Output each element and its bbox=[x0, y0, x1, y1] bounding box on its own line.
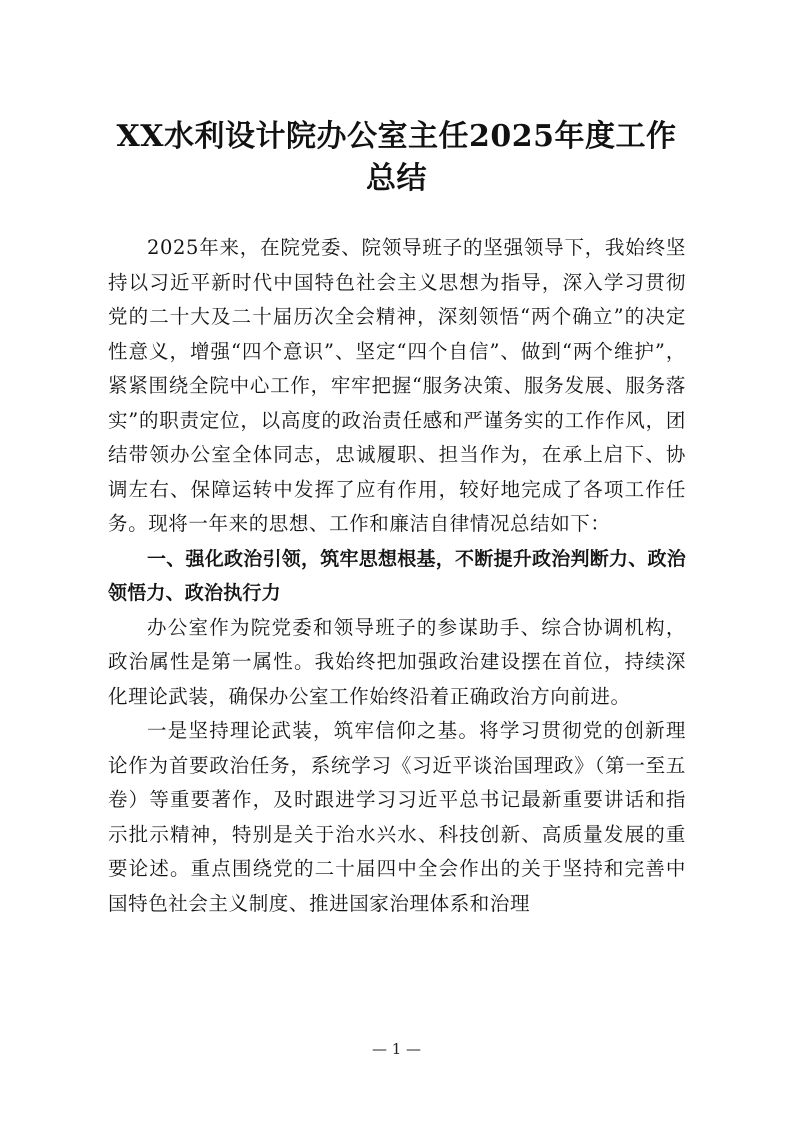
document-title-line-2: 总结 bbox=[366, 161, 427, 196]
section-heading-1: 一、强化政治引领，筑牢思想根基，不断提升政治判断力、政治领悟力、政治执行力 bbox=[108, 547, 686, 604]
intro-paragraph: 2025年来，在院党委、院领导班子的坚强领导下，我始终坚持以习近平新时代中国特色社会主义思想为指导，深入学习贯彻党的二十大及二十届历次全会精神，深刻领悟“两个确立”的决定性意义，增强“四个意识”、坚定“四个自信”、做到“两个维护”，紧紧围绕全院中心工作，牢牢把握“服务决策、服务发展、服务落实”的职责定位，以高度的政治责任感和严谨务实的工作作风，团结带领办公室全体同志，忠诚履职、担当作为，在承上启下、协调左右、保障运转中发挥了应有作用，较好地完成了各项工作任务。现将一年来的思想、工作和廉洁自律情况总结如下： bbox=[108, 236, 686, 535]
document-title-line-1: XX水利设计院办公室主任2025年度工作 bbox=[116, 119, 677, 154]
page-number: — 1 — bbox=[371, 1040, 422, 1058]
document-body bbox=[108, 231, 686, 921]
section-1-paragraph: 办公室作为院党委和领导班子的参谋助手、综合协调机构，政治属性是第一属性。我始终把加强政治建设摆在首位，持续深化理论武装，确保办公室工作始终沿着正确政治方向前进。 bbox=[108, 615, 686, 708]
section-1-point-1-paragraph: 一是坚持理论武装，筑牢信仰之基。将学习贯彻党的创新理论作为首要政治任务，系统学习《习近平谈治国理政》（第一至五卷）等重要著作，及时跟进学习习近平总书记最新重要讲话和指示批示精神，特别是关于治水兴水、科技创新、高质量发展的重要论述。重点围绕党的二十届四中全会作出的关于坚持和完善中国特色社会主义制度、推进国家治理体系和治理 bbox=[108, 719, 686, 915]
